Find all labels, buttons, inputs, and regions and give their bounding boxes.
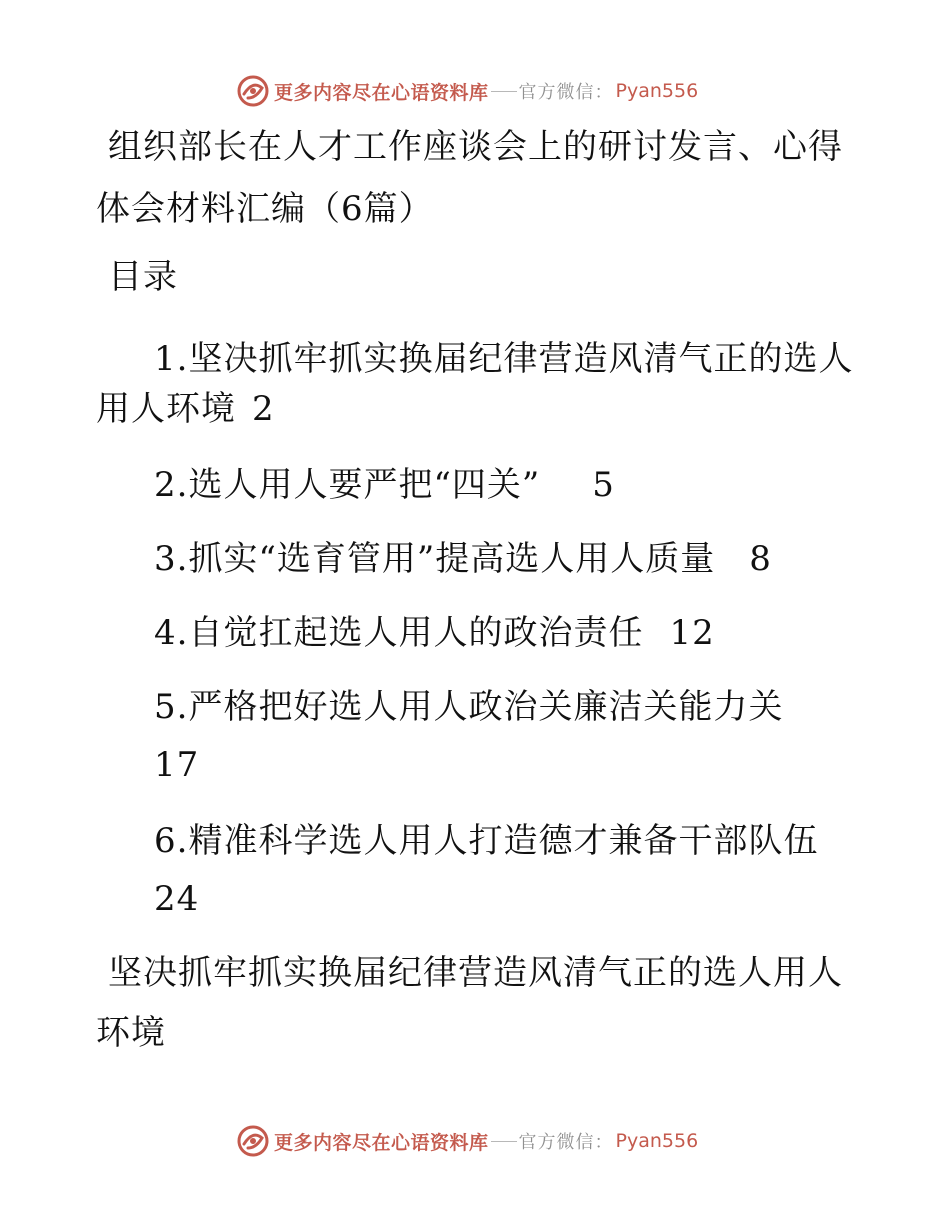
section-title-line-1: 坚决抓牢抓实换届纪律营造风清气正的选人用人 bbox=[108, 953, 843, 993]
toc-item-title: 抓实“选育管用”提高选人用人质量 bbox=[188, 539, 716, 579]
toc-item-3 bbox=[154, 532, 772, 586]
document-title-line-1: 组织部长在人才工作座谈会上的研讨发言、心得 bbox=[108, 127, 843, 167]
header-watermark bbox=[236, 74, 698, 108]
toc-page-number: 17 bbox=[154, 745, 200, 785]
toc-item-4 bbox=[154, 606, 715, 660]
toc-item-number: 3. bbox=[154, 539, 189, 579]
toc-item-title: 严格把好选人用人政治关廉洁关能力关 bbox=[188, 687, 784, 727]
logo-swirl-icon bbox=[236, 74, 270, 108]
toc-item-title-cont: 用人环境 bbox=[96, 389, 236, 429]
toc-item-6 bbox=[154, 814, 818, 868]
watermark-official-text: 官方微信： bbox=[518, 1132, 614, 1153]
watermark-brand-text: 更多内容尽在心语资料库 bbox=[274, 81, 489, 104]
toc-heading: 目录 bbox=[108, 257, 178, 297]
watermark-wechat-id: Pyan556 bbox=[615, 80, 699, 102]
toc-item-number: 1. bbox=[154, 339, 189, 379]
toc-item-number: 5. bbox=[154, 687, 189, 727]
toc-item-6-page bbox=[154, 872, 199, 926]
toc-item-1 bbox=[154, 332, 853, 386]
watermark-dash bbox=[491, 91, 517, 92]
toc-item-1-continued bbox=[96, 382, 275, 436]
toc-page-number: 5 bbox=[592, 465, 615, 505]
watermark-dash bbox=[491, 1141, 517, 1142]
toc-item-title: 坚决抓牢抓实换届纪律营造风清气正的选人 bbox=[188, 339, 854, 379]
toc-page-number: 12 bbox=[669, 613, 715, 653]
toc-item-number: 6. bbox=[154, 821, 189, 861]
toc-item-2 bbox=[154, 458, 615, 512]
logo-swirl-icon bbox=[236, 1124, 270, 1158]
toc-item-title: 精准科学选人用人打造德才兼备干部队伍 bbox=[188, 821, 819, 861]
section-title-line-2: 环境 bbox=[96, 1013, 166, 1053]
toc-item-number: 4. bbox=[154, 613, 189, 653]
toc-page-number: 2 bbox=[252, 389, 275, 429]
watermark-brand-text: 更多内容尽在心语资料库 bbox=[274, 1131, 489, 1154]
document-title-line-2: 体会材料汇编（6篇） bbox=[96, 189, 434, 229]
toc-item-number: 2. bbox=[154, 465, 189, 505]
toc-item-5-page bbox=[154, 738, 199, 792]
footer-watermark bbox=[236, 1124, 698, 1158]
toc-page-number: 8 bbox=[749, 539, 772, 579]
watermark-official-text: 官方微信： bbox=[518, 82, 614, 103]
toc-item-title: 选人用人要严把“四关” bbox=[188, 465, 541, 505]
toc-item-title: 自觉扛起选人用人的政治责任 bbox=[188, 613, 644, 653]
toc-page-number: 24 bbox=[154, 879, 200, 919]
toc-item-5 bbox=[154, 680, 783, 734]
watermark-wechat-id: Pyan556 bbox=[615, 1130, 699, 1152]
